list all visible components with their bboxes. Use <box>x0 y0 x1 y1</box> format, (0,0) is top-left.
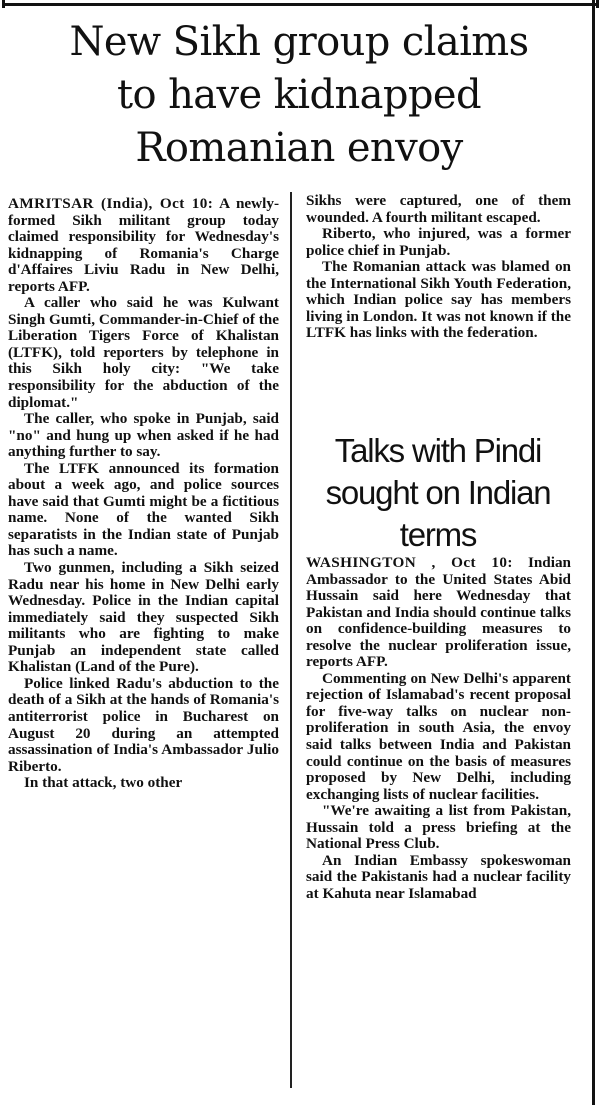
subhead-line-3: terms <box>399 516 477 553</box>
article-paragraph: The caller, who spoke in Punjab, said "no" and hung up when asked if he had anything further to say. <box>8 410 279 461</box>
article-column-1 <box>8 196 279 792</box>
article-paragraph: Police linked Radu's abduction to the death of a Sikh at the hands of Romania's antiterrorist police in Bucharest on August 20 during an attempted assassination of India's Ambassador Julio Riberto. <box>8 674 279 775</box>
article-paragraph: In that attack, two other <box>24 774 183 792</box>
article-paragraph <box>306 555 571 671</box>
article-paragraph: The Romanian attack was blamed on the International Sikh Youth Federation, which Indian police say has members living in London. It was not known if the LTFK has links with the federation. <box>306 258 571 342</box>
article-lead-text: A newly-formed Sikh militant group today claimed responsibility for Wednesday's kidnapping of Romania's Charge d'Affaires Liviu Radu in New Delhi, reports AFP. <box>8 195 279 295</box>
article-dateline: AMRITSAR (India), Oct 10: <box>8 195 214 212</box>
article-paragraph: Riberto, who injured, was a former police chief in Punjab. <box>306 225 571 259</box>
second-article-dateline: WASHINGTON , Oct 10: <box>306 554 513 571</box>
article-headline <box>4 16 594 175</box>
article-column-2 <box>306 193 571 342</box>
article-paragraph: Commenting on New Delhi's apparent rejection of Islamabad's recent proposal for five-way talks on nuclear non-proliferation in south Asia, the envoy said talks between India and Pakistan could continue on the basis of measures proposed by New Delhi, including exchanging lists of nuclear facilities. <box>306 669 571 803</box>
headline-line-3: Romanian envoy <box>135 125 463 171</box>
article-paragraph: Two gunmen, including a Sikh seized Radu near his home in New Delhi early Wednesday. Police in the Indian capital immediately said they suspected Sikh militants who are fighting to make Punjab an independent state called Khalistan (Land of the Pure). <box>8 559 279 676</box>
article-paragraph: An Indian Embassy spokeswoman said the Pakistanis had a nuclear facility at Kahuta near Islamabad <box>306 851 571 902</box>
article-paragraph: A caller who said he was Kulwant Singh Gumti, Commander-in-Chief of the Liberation Tigers Force of Khalistan (LTFK), told reporters by telephone in this Sikh holy city: "We take responsibility for the abduction of the diplomat." <box>8 294 279 411</box>
second-article-body <box>306 555 571 902</box>
subhead-line-1: Talks with Pindi <box>334 432 542 469</box>
article-paragraph <box>8 196 279 295</box>
column-divider <box>290 192 292 1088</box>
article-paragraph-continued: Sikhs were captured, one of them wounded. A fourth militant escaped. <box>306 192 571 226</box>
article-paragraph: "We're awaiting a list from Pakistan, Hussain told a press briefing at the National Press Club. <box>306 802 571 853</box>
second-article-lead-text: Indian Ambassador to the United States Abid Hussain said here Wednesday that Pakistan and India should continue talks on confidence-building measures to resolve the nuclear proliferation issue, reports AFP. <box>306 554 572 671</box>
subhead-line-2: sought on Indian <box>325 474 551 511</box>
second-article-headline <box>300 430 576 556</box>
top-border-rule <box>2 0 599 8</box>
headline-line-2: to have kidnapped <box>117 72 481 118</box>
headline-line-1: New Sikh group claims <box>69 19 529 65</box>
article-paragraph: The LTFK announced its formation about a week ago, and police sources have said that Gumti might be a fictitious name. None of the wanted Sikh separatists in the Indian state of Punjab has such a name. <box>8 459 279 560</box>
